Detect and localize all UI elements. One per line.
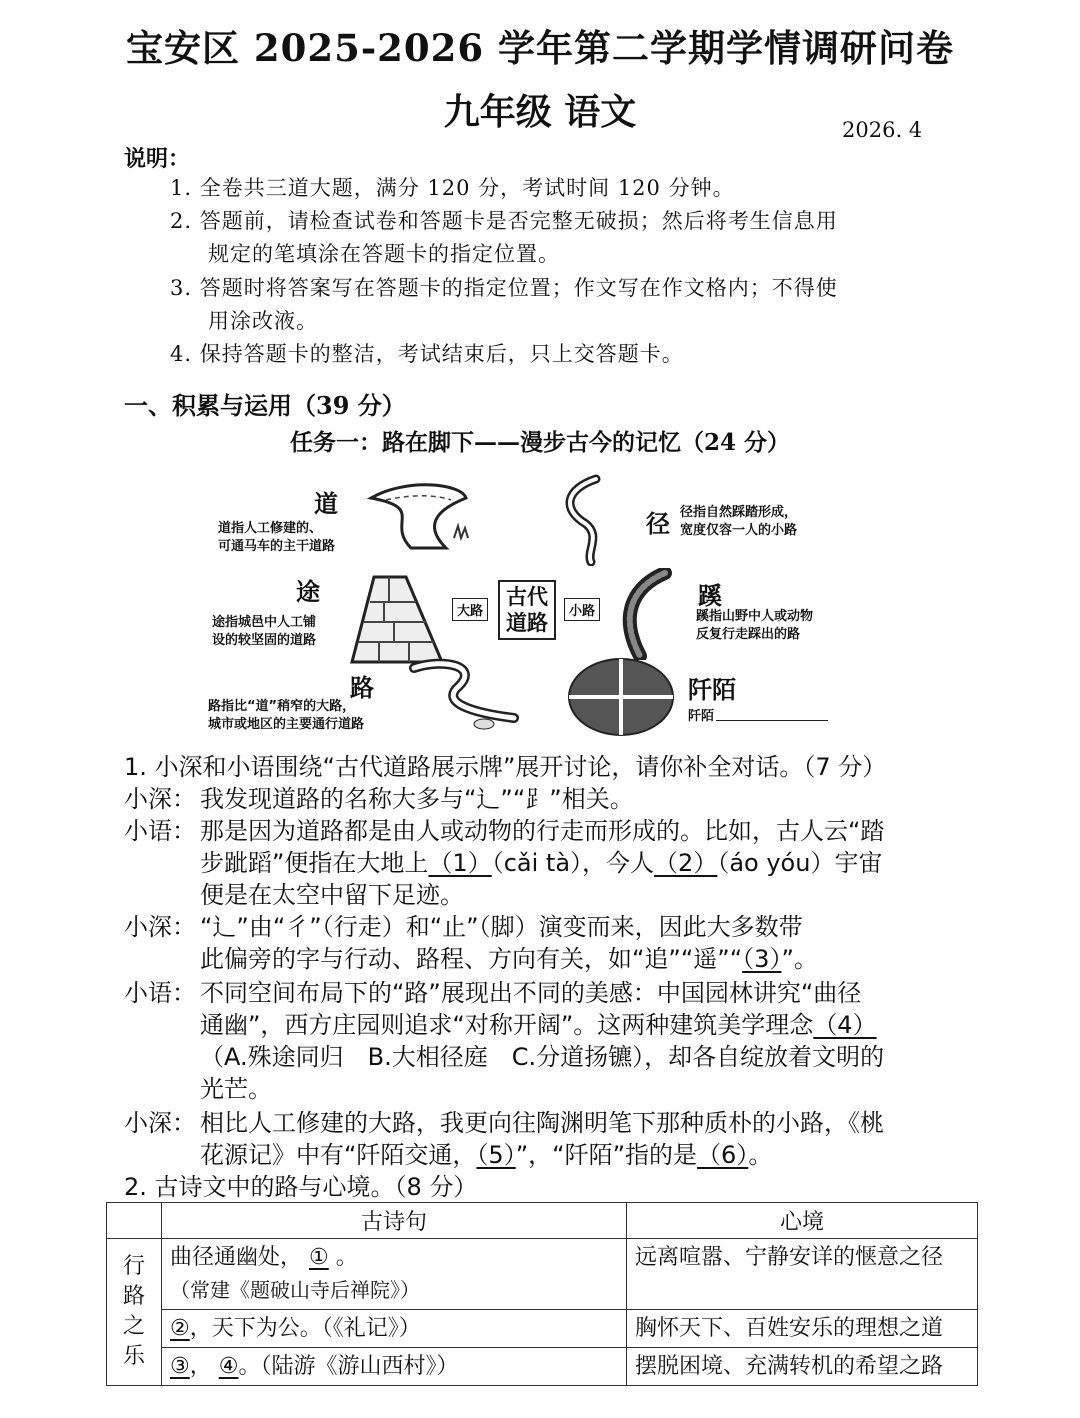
poem-cell: ②，天下为公。（《礼记》）	[162, 1310, 627, 1348]
instruction-item: 3. 答题时将答案写在答题卡的指定位置；作文写在作文格内；不得使	[170, 276, 838, 300]
dialogue-line: 相比人工修建的大路，我更向往陶渊明笔下那种质朴的小路，《桃	[200, 1109, 884, 1137]
instructions-heading: 说明：	[124, 146, 191, 172]
poem-blank-2: ②	[170, 1316, 190, 1341]
table-header-row	[107, 1203, 978, 1239]
exam-subtitle: 九年级 语文	[443, 91, 637, 133]
fig-char-jing: 径	[646, 509, 670, 538]
poem-blank-1: ①	[309, 1245, 329, 1270]
road-illustration-xi	[610, 568, 690, 660]
fig-desc-jing: 径指自然踩踏形成， 宽度仅容一人的小路	[680, 505, 798, 538]
qianmo-answer-line	[716, 720, 828, 721]
dialogue-line: “辶”由“彳”（行走）和“止”（脚）演变而来，因此大多数带	[200, 913, 803, 941]
fig-desc-xi: 蹊指山野中人或动物 反复行走踩出的路	[696, 609, 814, 642]
dialogue-line: 光芒。	[200, 1075, 272, 1103]
fig-char-xi: 蹊	[698, 581, 722, 610]
poem-cell: 曲径通幽处， ① 。 （常建《题破山寺后禅院》）	[162, 1239, 627, 1310]
speaker-label: 小语：	[124, 979, 196, 1007]
q2-stem: 2. 古诗文中的路与心境。（8 分）	[124, 1173, 478, 1201]
answer-blank-5: （5）	[476, 1141, 516, 1169]
dialogue-line: 通幽”，西方庄园则追求“对称开阔”。这两种建筑美学理念（4）	[200, 1011, 877, 1039]
poem-blank-4: ④	[218, 1354, 239, 1379]
road-illustration-lu	[404, 658, 524, 734]
fig-char-dao: 道	[314, 489, 338, 518]
instruction-item: 用涂改液。	[208, 309, 318, 333]
answer-blank-4: （4）	[813, 1011, 877, 1039]
poem-blank-3: ③	[170, 1354, 190, 1379]
section-title: 一、积累与运用（39 分）	[124, 391, 406, 420]
tag-big-road: 大路	[452, 598, 488, 621]
group-label: 行 路 之 乐	[107, 1239, 162, 1386]
road-illustration-tu	[344, 572, 450, 668]
header-mood: 心境	[627, 1203, 978, 1239]
dialogue-line: 花源记》中有“阡陌交通，（5）”，“阡陌”指的是（6）。	[200, 1141, 773, 1169]
instruction-item: 规定的笔填涂在答题卡的指定位置。	[208, 242, 560, 266]
dialogue-line: 那是因为道路都是由人或动物的行走而形成的。比如，古人云“踏	[200, 817, 885, 845]
mood-cell: 远离喧嚣、宁静安详的惬意之径	[627, 1239, 978, 1310]
center-label: 古代道路	[498, 580, 556, 640]
speaker-label: 小语：	[124, 817, 196, 845]
table-row	[107, 1348, 978, 1386]
field-illustration-qianmo	[566, 656, 676, 738]
speaker-label: 小深：	[124, 913, 196, 941]
table-row	[107, 1239, 978, 1310]
dialogue-line: 我发现道路的名称大多与“辶”“⻊”相关。	[200, 785, 634, 813]
header-poem-line: 古诗句	[162, 1203, 627, 1239]
fig-char-lu: 路	[350, 673, 374, 702]
instruction-item: 1. 全卷共三道大题，满分 120 分，考试时间 120 分钟。	[170, 176, 735, 200]
speaker-label: 小深：	[124, 785, 196, 813]
fig-desc-dao: 道指人工修建的、 可通马车的主干道路	[218, 521, 336, 554]
fig-desc-lu: 路指比“道”稍窄的大路， 城市或地区的主要通行道路	[208, 699, 365, 732]
speaker-label: 小深：	[124, 1109, 196, 1137]
q1-stem: 1. 小深和小语围绕“古代道路展示牌”展开讨论，请你补全对话。（7 分）	[124, 753, 887, 781]
fig-desc-tu: 途指城邑中人工铺 设的较坚固的道路	[212, 615, 317, 648]
fig-char-qianmo: 阡陌	[688, 675, 736, 704]
mood-cell: 摆脱困境、充满转机的希望之路	[627, 1348, 978, 1386]
dialogue-line: 便是在太空中留下足迹。	[200, 881, 464, 909]
poem-cell: ③， ④。（陆游《游山西村》）	[162, 1348, 627, 1386]
instruction-item: 4. 保持答题卡的整洁，考试结束后，只上交答题卡。	[170, 342, 684, 366]
tag-small-road: 小路	[564, 598, 600, 621]
dialogue-line: 此偏旁的字与行动、路程、方向有关，如“追”“遥”“（3）”。	[200, 945, 818, 973]
dialogue-line: 不同空间布局下的“路”展现出不同的美感：中国园林讲究“曲径	[200, 979, 862, 1007]
answer-blank-1: （1）	[428, 849, 492, 877]
exam-date: 2026. 4	[842, 118, 923, 142]
instruction-item: 2. 答题前，请检查试卷和答题卡是否完整无破损；然后将考生信息用	[170, 209, 838, 233]
exam-title: 宝安区 2025-2026 学年第二学期学情调研问卷	[125, 26, 955, 70]
answer-blank-2: （2）	[654, 849, 718, 877]
road-illustration-jing	[556, 474, 626, 566]
mood-cell: 胸怀天下、百姓安乐的理想之道	[627, 1310, 978, 1348]
fig-char-tu: 途	[296, 577, 320, 606]
answer-blank-6: （6）	[697, 1141, 749, 1169]
table-row	[107, 1310, 978, 1348]
poem-table	[106, 1202, 978, 1386]
fig-desc-qianmo: 阡陌	[688, 709, 715, 724]
task-title: 任务一：路在脚下——漫步古今的记忆（24 分）	[289, 429, 790, 456]
answer-blank-3: （3）	[742, 945, 782, 973]
dialogue-line: 步跐蹈”便指在大地上（1）（cǎi tà），今人（2）（áo yóu）宇宙	[200, 849, 883, 877]
road-illustration-dao	[366, 478, 476, 558]
dialogue-line: （A.殊途同归 B.大相径庭 C.分道扬镳），却各自绽放着文明的	[200, 1043, 885, 1071]
